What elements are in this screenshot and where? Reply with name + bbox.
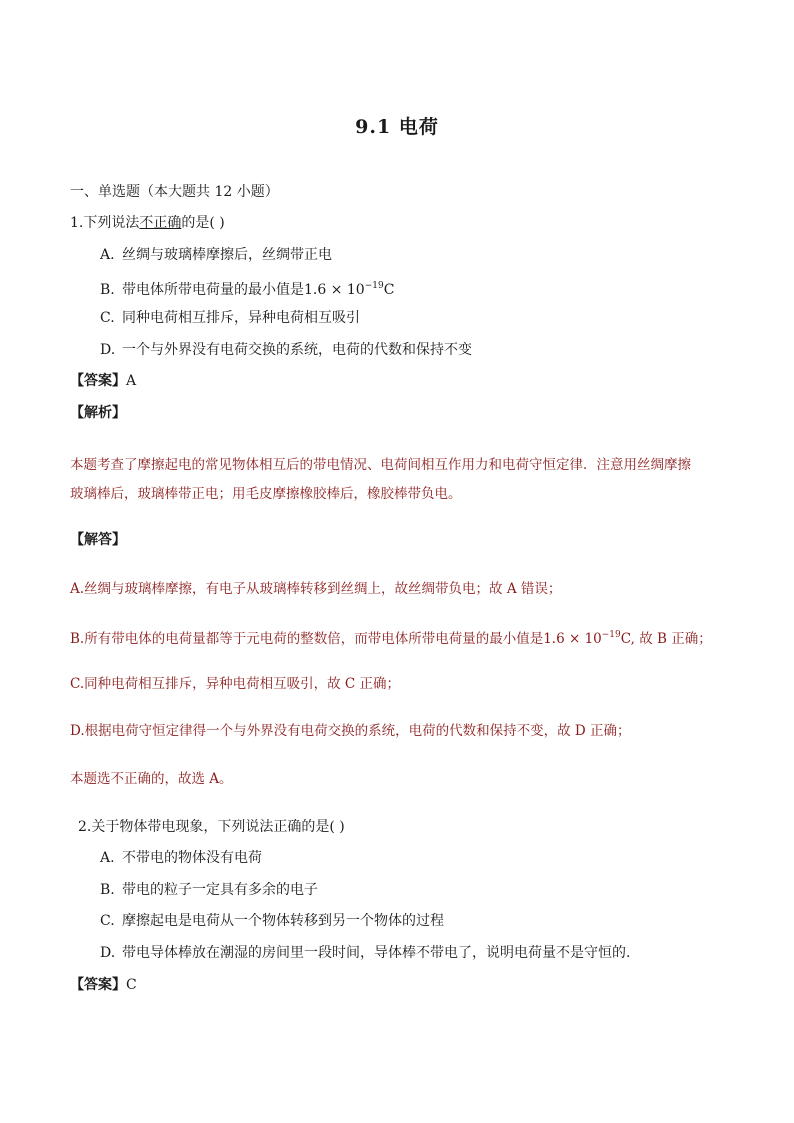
q1-option-d: D. 一个与外界没有电荷交换的系统，电荷的代数和保持不变 <box>100 342 472 358</box>
q1-stem-underlined: 不正确 <box>139 215 182 231</box>
page-title: 9.1 电荷 <box>355 116 439 138</box>
q1-conclusion: 本题选不正确的，故选 A。 <box>70 771 233 787</box>
q2-answer: 【答案】C <box>70 977 137 993</box>
section-heading: 一、单选题（本大题共 12 小题） <box>70 184 279 200</box>
q2-option-b: B. 带电的粒子一定具有多余的电子 <box>100 882 318 898</box>
q1-solution-b: B.所有带电体的电荷量都等于元电荷的整数倍，而带电体所带电荷量的最小值是$1.6 \times 10^{-19}C$, 故 B 正确； <box>70 630 712 647</box>
q1-solution-b-math: 1.6 × 10 <box>543 631 602 647</box>
q1-option-c: C. 同种电荷相互排斥，异种电荷相互吸引 <box>100 310 360 326</box>
q1-analysis-label: 【解析】 <box>70 405 126 421</box>
q1-option-b: B. 带电体所带电荷量的最小值是$1.6 \times 10^{-19}C$ <box>100 281 395 298</box>
q1-solution-label: 【解答】 <box>70 532 126 548</box>
q1-solution-d: D.根据电荷守恒定律得一个与外界没有电荷交换的系统，电荷的代数和保持不变，故 D 正确； <box>70 723 631 739</box>
q2-option-c: C. 摩擦起电是电荷从一个物体转移到另一个物体的过程 <box>100 913 444 929</box>
q2-option-a: A. 不带电的物体没有电荷 <box>100 850 262 866</box>
q1-stem: 1.下列说法不正确的是( ) <box>70 215 225 231</box>
q1-option-b-math: 1.6 × 10 <box>304 282 365 298</box>
q1-answer: 【答案】A <box>70 373 137 389</box>
q1-analysis-line-2: 玻璃棒后，玻璃棒带正电；用毛皮摩擦橡胶棒后，橡胶棒带负电。 <box>70 486 462 502</box>
q2-stem: 2.关于物体带电现象，下列说法正确的是( ) <box>78 819 345 835</box>
q1-solution-c: C.同种电荷相互排斥，异种电荷相互吸引，故 C 正确； <box>70 676 401 692</box>
q1-solution-a: A.丝绸与玻璃棒摩擦，有电子从玻璃棒转移到丝绸上，故丝绸带负电；故 A 错误； <box>70 581 562 597</box>
q1-analysis-line-1: 本题考查了摩擦起电的常见物体相互后的带电情况、电荷间相互作用力和电荷守恒定律．注意用丝绸摩擦 <box>70 457 691 473</box>
q2-option-d: D. 带电导体棒放在潮湿的房间里一段时间，导体棒不带电了，说明电荷量不是守恒的. <box>100 945 631 961</box>
q1-option-a: A. 丝绸与玻璃棒摩擦后，丝绸带正电 <box>100 247 332 263</box>
